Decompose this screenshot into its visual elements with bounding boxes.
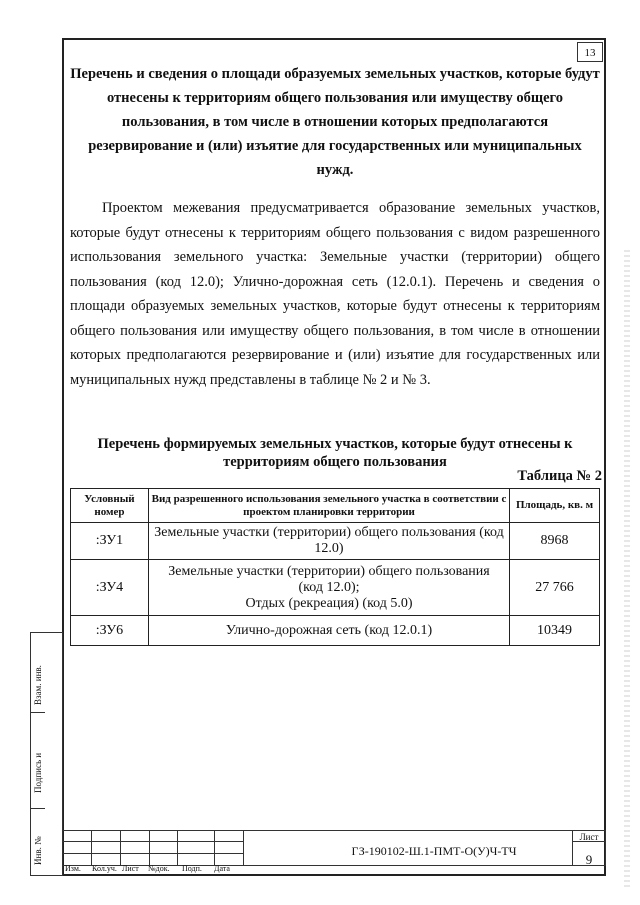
sheet-number: 9 — [585, 852, 593, 867]
table-title: Перечень формируемых земельных участков, которые будут отнесены к территориям общего пользования — [97, 436, 573, 470]
sidebar-label-inventory: Инв. № — [33, 836, 43, 865]
stamp-head: Изм. — [65, 864, 81, 873]
stamp-head: Дата — [214, 864, 230, 873]
left-binding-strip — [30, 632, 63, 876]
stamp-head: Кол.уч. — [92, 864, 117, 873]
cell-use-line: Земельные участки (территории) общего пользования — [168, 563, 490, 579]
header-area: Площадь, кв. м — [510, 489, 600, 523]
table-label: Таблица № 2 — [517, 468, 602, 484]
table-row — [71, 616, 600, 646]
document-code: ГЗ-190102-Ш.1-ПМТ-О(У)Ч-ТЧ — [351, 844, 517, 858]
sidebar-label-replacement: Взам. инв. — [33, 665, 43, 705]
scan-edge-artifact — [624, 250, 630, 890]
cell-area: 8968 — [510, 523, 600, 560]
cell-area: 27 766 — [510, 560, 600, 616]
table-header-row — [71, 489, 600, 523]
land-plots-table — [70, 488, 600, 646]
body-paragraph: Проектом межевания предусматривается образование земельных участков, которые будут отнесены к территориям общего пользования с видом разрешенного использования земельного участка: Земельные участки (территории) общего пользования (код 12.0); Улично-дорожная сеть (12.0.1). Перечень и сведения о площади образуемых земельных участков, которые будут отнесены к территориям общего пользования или имуществу общего пользования, в том числе в отношении которых предполагаются резервирование и (или) изъятие для государственных или муниципальных нужд представлены в таблице № 2 и № 3. — [70, 200, 600, 388]
stamp-head: Подп. — [182, 864, 202, 873]
cell-id: :ЗУ4 — [71, 560, 149, 616]
sidebar-label-signature: Подпись и — [33, 752, 43, 793]
cell-use-line: Отдых (рекреация) (код 5.0) — [245, 595, 413, 611]
cell-area: 10349 — [510, 616, 600, 646]
cell-id: :ЗУ1 — [71, 523, 149, 560]
header-use: Вид разрешенного использования земельного участка в соответствии с проектом планировки территории — [148, 489, 509, 523]
cell-use-line: (код 12.0); — [298, 579, 360, 595]
table-row — [71, 523, 600, 560]
top-page-number: 13 — [577, 42, 603, 62]
section-title: Перечень и сведения о площади образуемых земельных участков, которые будут отнесены к территориям общего пользования или имуществу общего пользования, в том числе в отношении которых предполагаются резервирование и (или) изъятие для государственных или муниципальных нужд. — [70, 66, 600, 178]
title-block-stamp — [62, 830, 606, 876]
cell-id: :ЗУ6 — [71, 616, 149, 646]
stamp-head: №док. — [148, 864, 170, 873]
sheet-label: Лист — [579, 832, 599, 842]
stamp-head: Лист — [122, 864, 139, 873]
cell-use — [148, 560, 509, 616]
table-row — [71, 560, 600, 616]
cell-use: Земельные участки (территории) общего пользования (код 12.0) — [148, 523, 509, 560]
header-id: Условный номер — [71, 489, 149, 523]
cell-use: Улично-дорожная сеть (код 12.0.1) — [148, 616, 509, 646]
